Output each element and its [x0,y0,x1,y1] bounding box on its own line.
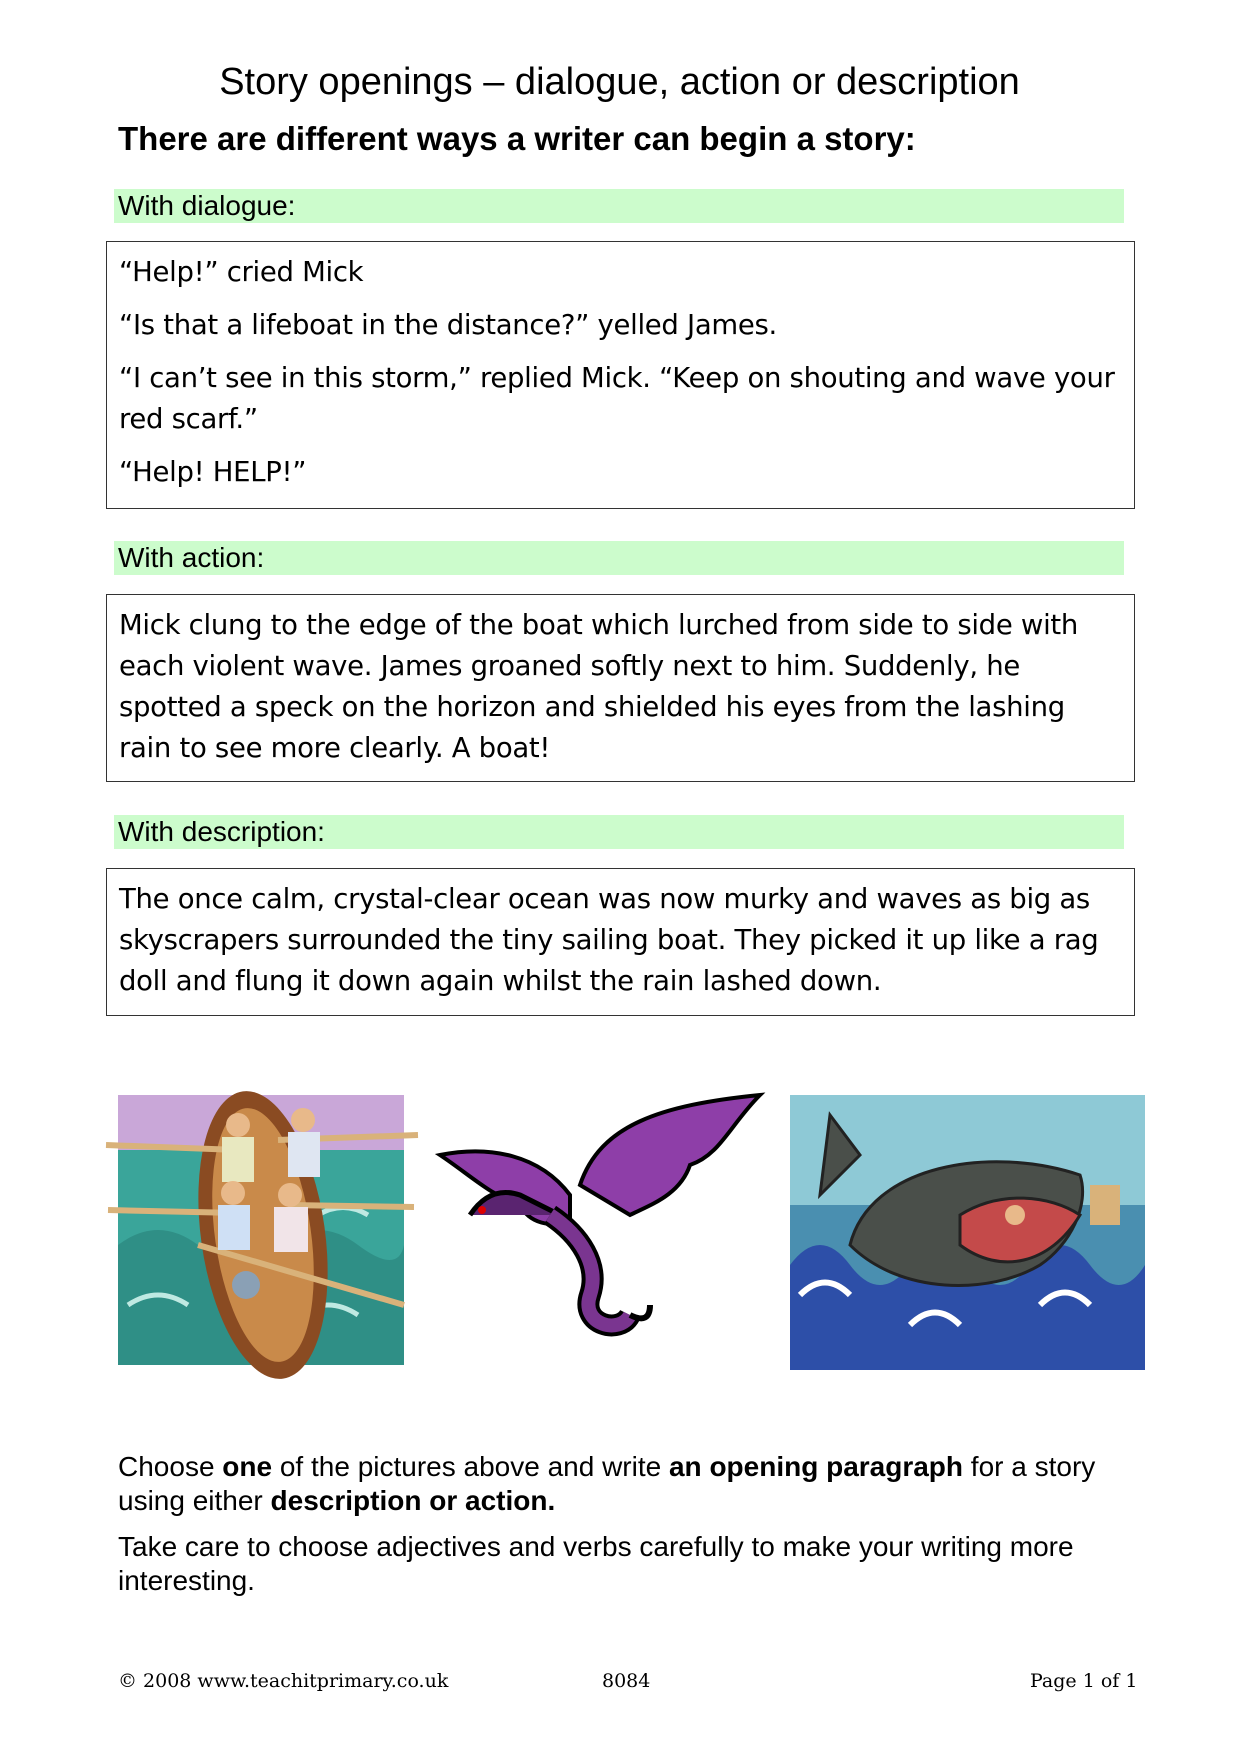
page-subtitle: There are different ways a writer can begin a story: [118,120,916,157]
footer-code: 8084 [602,1670,651,1692]
description-box [106,868,1135,1016]
instruction-paragraph-1: Choose one of the pictures above and write an opening paragraph for a story using either description or action. [118,1451,1096,1516]
action-box [106,594,1135,782]
dialogue-line: “Help!” cried Mick [119,256,364,288]
description-text: The once calm, crystal-clear ocean was now murky and waves as big as skyscrapers surrounded the tiny sailing boat. They picked it up like a rag doll and flung it down again whilst the rain lashed down. [119,883,1099,997]
dialogue-line: “Is that a lifeboat in the distance?” yelled James. [119,309,777,341]
dialogue-line: “Help! HELP!” [119,456,307,488]
dialogue-box [106,241,1135,509]
dialogue-line: “I can’t see in this storm,” replied Mick. “Keep on shouting and wave your red scarf.” [119,362,1115,435]
footer-page-number: Page 1 of 1 [1030,1670,1138,1692]
footer-copyright: © 2008 www.teachitprimary.co.uk [118,1670,449,1692]
action-text: Mick clung to the edge of the boat which lurched from side to side with each violent wave. James groaned softly next to him. Suddenly, he spotted a speck on the horizon and shielded his eyes from the lashing rain to see more clearly. A boat! [119,609,1079,764]
description-heading: With description: [114,815,1124,849]
dragon-picture [440,1095,760,1325]
instruction-paragraph-2: Take care to choose adjectives and verbs carefully to make your writing more interesting. [118,1531,1074,1596]
whale-picture [790,1095,1145,1370]
page-title: Story openings – dialogue, action or description [219,61,1020,103]
dialogue-heading: With dialogue: [114,189,1124,223]
action-heading: With action: [114,541,1124,575]
pictures-row [0,1085,1239,1385]
rowing-boat-picture [106,1085,418,1385]
